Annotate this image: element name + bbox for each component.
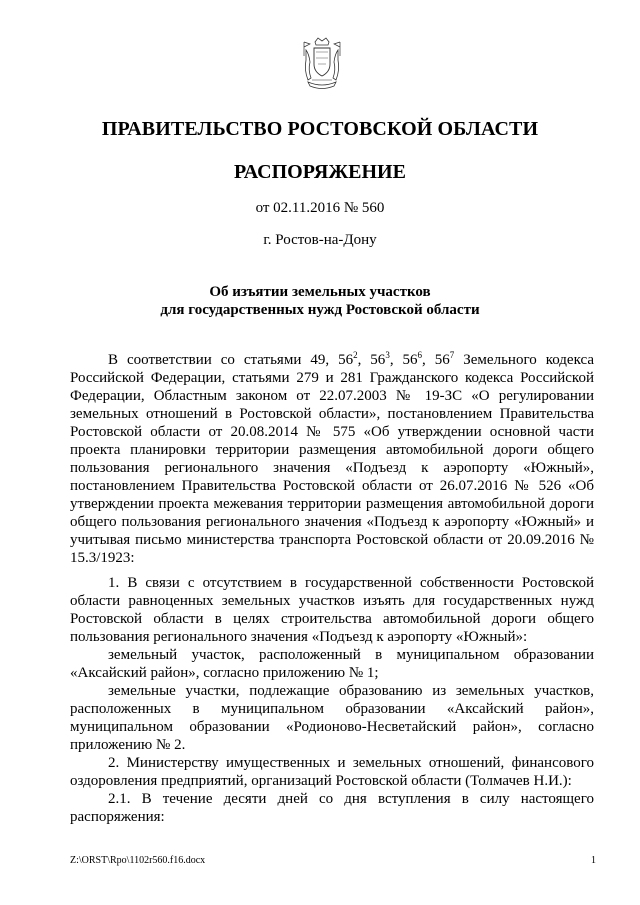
coat-of-arms-icon — [300, 36, 344, 92]
footer-page-number: 1 — [591, 855, 596, 866]
preamble-text-part: Земельного кодекса Российской Федерации, статьями 279 и 281 Гражданского кодекса Российской Федерации, Областным законом от 22.07.2003 № 19-ЗС «О регулировании земельных отношений в Ростовской области», постановлением Правительства Ростовской области от 20.08.2014 № 575 «Об утверждении основной части проекта планировки территории размещения автомобильной дороги общего пользования регионального значения «Подъезд к аэропорту «Южный», постановлением Правительства Ростовской области от 26.07.2016 № 526 «Об утверждении проекта межевания территории размещения автомобильной дороги общего пользования регионального значения «Подъезд к аэропорту «Южный» и учитывая письмо министерства транспорта Ростовской области от 20.09.2016 № 15.3/1923: — [70, 352, 594, 566]
item-paragraph: 2.1. В течение десяти дней со дня вступления в силу настоящего распоряжения: — [70, 791, 594, 825]
document-date-number: от 02.11.2016 № 560 — [255, 200, 385, 216]
item-paragraph: 2. Министерству имущественных и земельных отношений, финансового оздоровления предприятий, организаций Ростовской области (Толмачев Н.И.): — [70, 755, 594, 789]
superscript: 2 — [353, 350, 358, 360]
preamble-text-part: , 56 — [357, 352, 386, 368]
preamble-text — [70, 351, 594, 567]
document-subject — [0, 283, 640, 319]
preamble-paragraph — [70, 351, 594, 567]
document-city: г. Ростов-на-Дону — [263, 232, 377, 248]
item-paragraph: 1. В связи с отсутствием в государственной собственности Ростовской области равноценных земельных участков изъять для государственных нужд Ростовской области в целях строительства автомобильной дороги общего пользования регионального значения «Подъезд к аэропорту «Южный»: — [70, 575, 594, 645]
item-paragraph: земельный участок, расположенный в муниципальном образовании «Аксайский район», согласно приложению № 1; — [70, 647, 594, 681]
subject-line-2: для государственных нужд Ростовской области — [160, 302, 480, 318]
document-type-heading: РАСПОРЯЖЕНИЕ — [234, 161, 406, 183]
preamble-text-part: В соответствии со статьями 49, 56 — [108, 352, 354, 368]
resolution-items — [70, 574, 594, 826]
organization-title: ПРАВИТЕЛЬСТВО РОСТОВСКОЙ ОБЛАСТИ — [101, 118, 539, 140]
superscript: 6 — [417, 350, 423, 360]
footer-file-path: Z:\ORST\Rpo\1102r560.f16.docx — [70, 855, 206, 866]
subject-line-1: Об изъятии земельных участков — [209, 284, 431, 300]
preamble-text-part: , 56 — [422, 352, 450, 368]
superscript: 3 — [385, 350, 390, 360]
superscript: 7 — [449, 350, 455, 360]
item-paragraph: земельные участки, подлежащие образованию из земельных участков, расположенных в муниципальном образовании «Аксайский район», муниципальном образовании «Родионово-Несветайский район», согласно приложению № 2. — [70, 683, 594, 753]
preamble-text-part: , 56 — [389, 352, 418, 368]
